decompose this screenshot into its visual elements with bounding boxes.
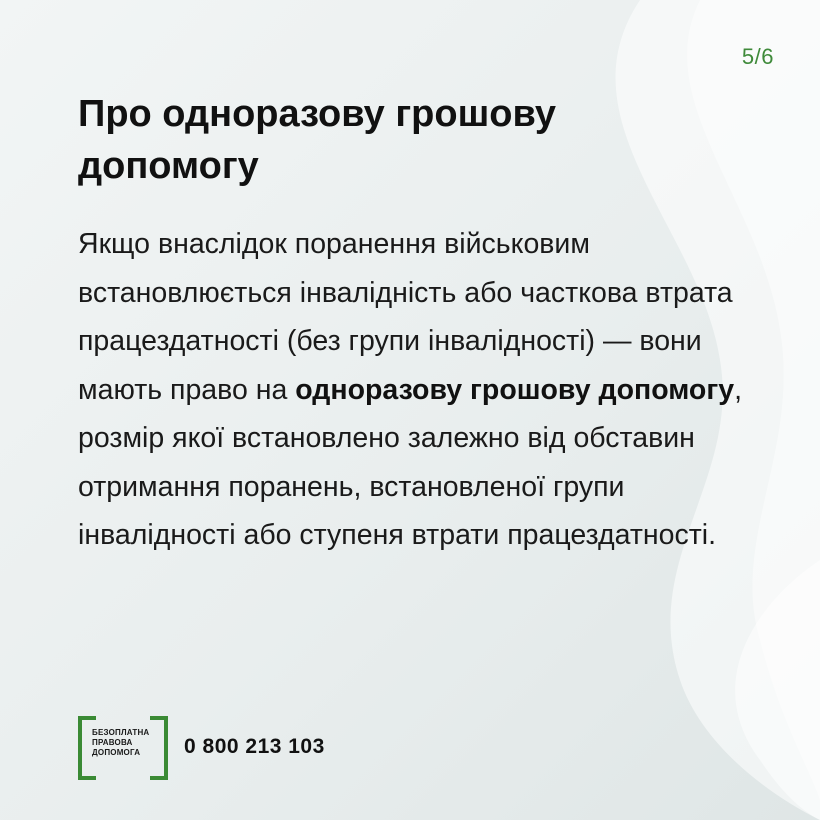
logo-text (92, 728, 156, 758)
body-text-rest: , розмір якої встановлено залежно від обставин отримання поранень, встановленої групи інвалідності або ступеня втрати працездатності. (78, 373, 742, 551)
logo-bracket-right (150, 716, 168, 780)
body-paragraph (78, 220, 758, 560)
page-title: Про одноразову грошову допомогу (78, 93, 557, 187)
logo-text-line: ДОПОМОГА (92, 748, 141, 757)
logo-text-line: ПРАВОВА (92, 738, 133, 747)
hotline-phone-number[interactable]: 0 800 213 103 (184, 735, 325, 758)
body-text-highlight: одноразову грошову допомогу (295, 373, 735, 406)
logo-text-line: БЕЗОПЛАТНА (92, 728, 150, 737)
footer (78, 716, 325, 778)
free-legal-aid-logo (78, 716, 168, 778)
body-text-intro: Якщо внаслідок поранення військовим встановлюється інвалідність або часткова втрата працездатності (без групи інвалідності) — вони мають право на (78, 228, 733, 406)
page-counter: 5/6 (741, 44, 774, 69)
